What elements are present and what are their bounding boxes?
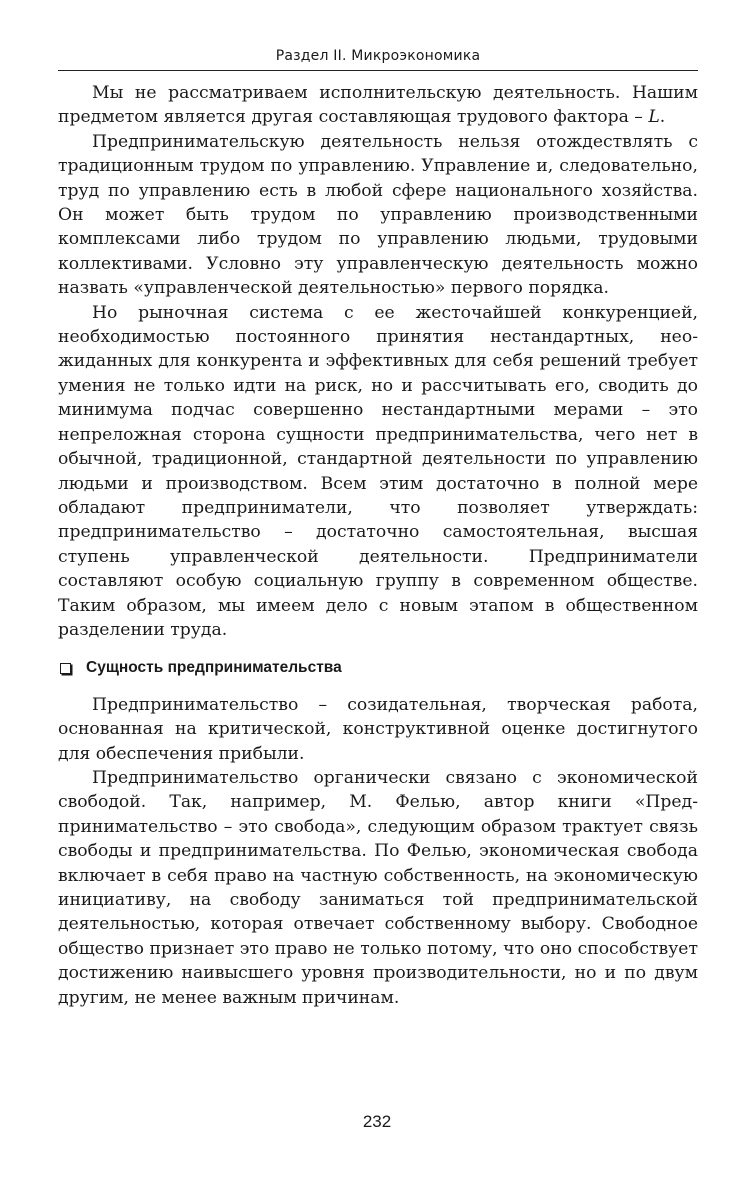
paragraph-1-text: Мы не рассматриваем исполнительскую деятельность. Нашим предметом является другая составляющая трудового фактора –	[58, 83, 698, 128]
paragraph-1	[58, 81, 698, 130]
running-head: Раздел II. Микроэкономика	[58, 48, 698, 71]
checkbox-icon	[60, 663, 71, 674]
paragraph-2: Предпринимательскую деятельность нельзя отождествлять с традиционным трудом по управлению. Управление и, следовательно, труд по управлению есть в любой сфере национального хозяйства. Он может быть трудом по управлению производственными комплексами либо трудом по управлению людьми, трудовыми коллективами. Условно эту управленческую деятельность можно назвать «управленческой деятельностью» первого порядка.	[58, 131, 698, 299]
page	[58, 48, 698, 1010]
paragraph-5: Предпринимательство органически связано с экономической свободой. Так, например, М. Фелью, автор книги «Предпринимательство – это свобода», следующим образом трактует связь свободы и предпринимательства. По Фелью, экономическая свобода включает в себя право на частную собственность, на экономическую инициативу, на свободу заниматься той предпринимательской деятельностью, которая отвечает собственному выбору. Свободное общество признает это право не только потому, что оно способствует достижению наивысшего уровня производительности, но и по двум другим, не менее важным причинам.	[58, 767, 698, 1008]
labor-factor-symbol: L	[648, 107, 660, 128]
paragraph-4: Предпринимательство – созидательная, творческая работа, основанная на критической, конструктивной оценке достигнутого для обеспечения прибыли.	[58, 694, 698, 764]
page-number: 232	[362, 1112, 392, 1131]
paragraph-1-end: .	[659, 107, 666, 128]
section-heading-text: Сущность предпринимательства	[86, 659, 342, 677]
paragraph-3: Но рыночная система с ее жесточайшей конкуренцией, необходимостью постоянного принятия нестандартных, неожиданных для конкурента и эффективных для себя решений требует умения не только идти на риск, но и рассчитывать его, сводить до минимума подчас совершенно нестандартными мерами – это непреложная сторона сущности предпринимательства, чего нет в обычной, традиционной, стандартной деятельности по управлению людьми и производством. Всем этим достаточно в полной мере обладают предприниматели, что позволяет утверждать: предпринимательство – достаточно самостоятельная, высшая ступень управленческой деятельности. Предприниматели составляют особую социальную группу в современном обществе. Таким образом, мы имеем дело с новым этапом в общественном разделении труда.	[58, 302, 698, 640]
body-text	[58, 81, 698, 1010]
section-heading	[58, 656, 698, 680]
